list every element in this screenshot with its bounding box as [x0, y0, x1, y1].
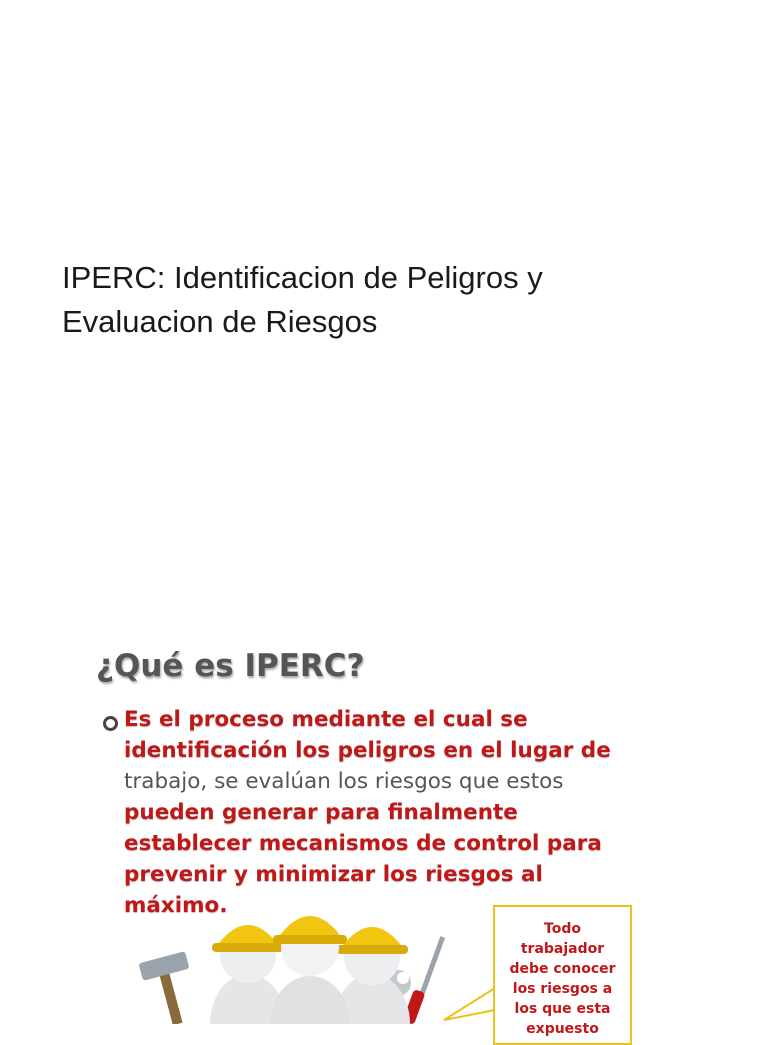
definition-line-3: trabajo, se evalúan los riesgos que estos — [124, 769, 564, 794]
slide-title-line-2: Evaluacion de Riesgos — [62, 304, 378, 339]
hammer-icon — [138, 951, 189, 1024]
callout-line-3: debe conocer — [509, 961, 616, 977]
definition-line-7: máximo. — [124, 893, 228, 918]
callout-box — [493, 905, 632, 1045]
callout-line-2: trabajador — [520, 941, 605, 957]
definition-paragraph — [124, 704, 644, 921]
callout-line-6: expuesto — [526, 1021, 599, 1037]
callout-line-1: Todo — [544, 921, 581, 937]
definition-line-1: Es el proceso mediante el cual se — [124, 707, 528, 732]
slide-title-line-1: IPERC: Identificacion de Peligros y — [62, 260, 543, 295]
section-heading: ¿Qué es IPERC? — [96, 648, 365, 684]
definition-line-6: prevenir y minimizar los riesgos al — [124, 862, 543, 887]
worker-figure-center — [270, 916, 350, 1024]
slide-title — [62, 256, 742, 344]
workers-with-tools-icon — [130, 895, 470, 1024]
definition-line-5: establecer mecanismos de control para — [124, 831, 602, 856]
callout-line-5: los que esta — [514, 1001, 611, 1017]
callout-line-4: los riesgos a — [512, 981, 613, 997]
callout-tail — [440, 980, 500, 1024]
circle-bullet-icon — [103, 716, 118, 731]
definition-line-2: identificación los peligros en el lugar de — [124, 738, 611, 763]
definition-line-4: pueden generar para finalmente — [124, 800, 518, 825]
